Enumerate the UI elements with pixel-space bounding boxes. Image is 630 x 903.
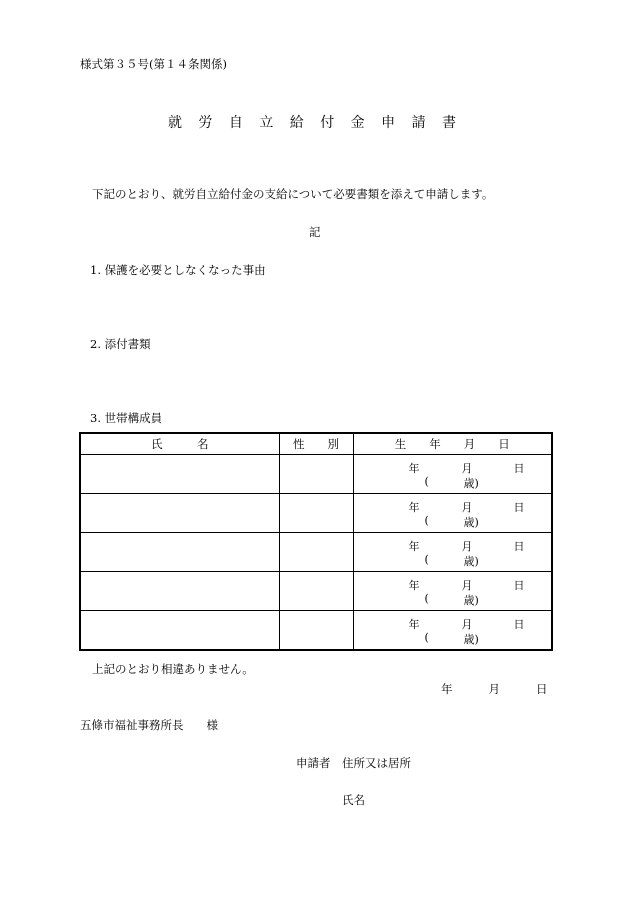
member-name-cell[interactable]	[80, 572, 279, 611]
member-sex-cell[interactable]	[279, 611, 353, 651]
birth-month-label: 月	[461, 618, 473, 631]
header-sex: 性 別	[279, 433, 353, 455]
birth-month-label: 月	[461, 579, 473, 592]
age-open-paren: (	[424, 592, 429, 605]
table-row	[80, 455, 552, 494]
member-name-cell[interactable]	[80, 611, 279, 651]
item-household-label: 3. 世帯構成員	[90, 411, 163, 425]
applicant-name-label: 氏名	[342, 793, 365, 807]
birth-year-label: 年	[408, 540, 420, 553]
form-number: 様式第３５号(第１４条関係)	[80, 57, 227, 71]
age-label: 歳)	[463, 516, 479, 529]
member-birthdate-cell[interactable]	[353, 533, 552, 572]
member-birthdate-cell[interactable]	[353, 455, 552, 494]
date-year-label: 年	[441, 682, 453, 696]
age-label: 歳)	[463, 555, 479, 568]
intro-text: 下記のとおり、就労自立給付金の支給について必要書類を添えて申請します。	[92, 187, 494, 201]
applicant-address-label: 申請者 住所又は居所	[296, 756, 411, 770]
confirmation-text: 上記のとおり相違ありません。	[92, 662, 254, 676]
header-name: 氏 名	[80, 433, 279, 455]
birth-month-label: 月	[461, 540, 473, 553]
member-name-cell[interactable]	[80, 455, 279, 494]
birth-year-label: 年	[408, 501, 420, 514]
age-open-paren: (	[424, 553, 429, 566]
member-sex-cell[interactable]	[279, 572, 353, 611]
birth-month-label: 月	[461, 462, 473, 475]
item-reason-label: 1. 保護を必要としなくなった事由	[90, 263, 266, 277]
date-day-label: 日	[536, 682, 548, 696]
date-month-label: 月	[488, 682, 500, 696]
member-birthdate-cell[interactable]	[353, 494, 552, 533]
member-sex-cell[interactable]	[279, 533, 353, 572]
age-open-paren: (	[424, 514, 429, 527]
birth-day-label: 日	[513, 462, 525, 475]
member-name-cell[interactable]	[80, 533, 279, 572]
ki-label: 記	[309, 225, 321, 239]
age-label: 歳)	[463, 594, 479, 607]
member-sex-cell[interactable]	[279, 494, 353, 533]
table-row	[80, 572, 552, 611]
member-name-cell[interactable]	[80, 494, 279, 533]
member-birthdate-cell[interactable]	[353, 572, 552, 611]
birth-year-label: 年	[408, 462, 420, 475]
age-open-paren: (	[424, 631, 429, 644]
member-birthdate-cell[interactable]	[353, 611, 552, 651]
table-row	[80, 611, 552, 651]
item-attachments-label: 2. 添付書類	[90, 337, 151, 351]
table-row	[80, 494, 552, 533]
document-title: 就 労 自 立 給 付 金 申 請 書	[167, 115, 463, 131]
table-row	[80, 533, 552, 572]
birth-day-label: 日	[513, 540, 525, 553]
household-members-table	[79, 432, 553, 651]
birth-day-label: 日	[513, 618, 525, 631]
header-birthdate: 生 年 月 日	[353, 433, 552, 455]
addressee: 五條市福祉事務所長 様	[80, 718, 218, 732]
age-label: 歳)	[463, 633, 479, 646]
birth-year-label: 年	[408, 618, 420, 631]
birth-month-label: 月	[461, 501, 473, 514]
member-sex-cell[interactable]	[279, 455, 353, 494]
age-label: 歳)	[463, 477, 479, 490]
age-open-paren: (	[424, 475, 429, 488]
birth-day-label: 日	[513, 579, 525, 592]
birth-year-label: 年	[408, 579, 420, 592]
signature-date	[441, 681, 548, 697]
birth-day-label: 日	[513, 501, 525, 514]
table-header-row	[80, 433, 552, 455]
